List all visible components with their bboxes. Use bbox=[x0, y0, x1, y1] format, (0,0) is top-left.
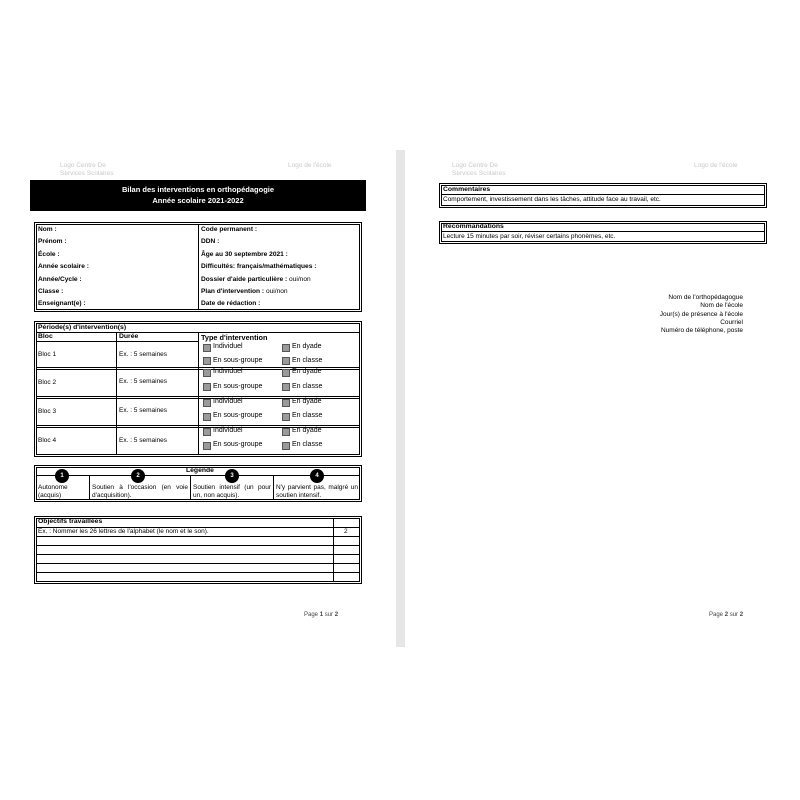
school-logo-placeholder: Logo de l'école bbox=[288, 162, 332, 169]
bloc-4-duree: Ex. : 5 semaines bbox=[119, 437, 168, 444]
legend-vline-1 bbox=[89, 475, 90, 500]
logo-left-line-1: Logo Centre De bbox=[60, 162, 106, 169]
bloc-2-duree: Ex. : 5 semaines bbox=[119, 378, 168, 385]
bloc-2-sous-groupe-label: En sous-groupe bbox=[213, 383, 263, 390]
recommendations-text: Lecture 15 minutes par soir, réviser certains phonèmes, etc. bbox=[443, 233, 616, 240]
bloc-1-classe-checkbox[interactable] bbox=[282, 357, 290, 365]
signature-email: Courriel bbox=[720, 318, 743, 326]
bloc-4-sous-groupe-label: En sous-groupe bbox=[213, 441, 263, 448]
info-ddn: DDN : bbox=[201, 238, 220, 245]
comments-title: Commentaires bbox=[443, 186, 491, 193]
school-service-logo-placeholder bbox=[60, 162, 113, 178]
signature-phone: Numéro de téléphone, poste bbox=[660, 327, 743, 335]
comments-line bbox=[441, 194, 765, 195]
legend-text-2: Soutien à l'occasion (en voie d'acquisition). bbox=[92, 484, 188, 499]
periods-vline-1 bbox=[116, 332, 117, 455]
info-date-redaction: Date de rédaction : bbox=[201, 300, 261, 307]
objectives-line-4 bbox=[36, 554, 360, 555]
info-dossier-aide: Dossier d'aide particulière : oui/non bbox=[201, 276, 311, 283]
signature-days: Jour(s) de présence à l'école bbox=[659, 310, 743, 318]
bloc-4-classe-checkbox[interactable] bbox=[282, 442, 290, 450]
document-title: Bilan des interventions en orthopédagogie bbox=[121, 185, 275, 194]
bloc-3-classe-label: En classe bbox=[292, 412, 323, 419]
school-year-title: Année scolaire 2021-2022 bbox=[152, 196, 244, 205]
bloc-2-label: Bloc 2 bbox=[38, 379, 57, 386]
legend-number-3: 3 bbox=[225, 469, 239, 483]
col-type: Type d'intervention bbox=[201, 333, 268, 342]
info-plan-intervention: Plan d'intervention : oui/non bbox=[201, 288, 288, 295]
bloc-1-individuel-checkbox[interactable] bbox=[203, 344, 211, 352]
objectives-line-5 bbox=[36, 563, 360, 564]
bloc-2-individuel-label: Individuel bbox=[213, 368, 243, 375]
objectives-title: Objectifs travaillées bbox=[38, 518, 103, 525]
document-title-bar bbox=[30, 180, 366, 211]
recommendations-title: Recommandations bbox=[443, 223, 504, 230]
page-2-number: Page 2 sur 2 bbox=[709, 612, 744, 618]
bloc-2-classe-label: En classe bbox=[292, 383, 323, 390]
info-annee-scolaire: Année scolaire : bbox=[38, 263, 89, 270]
bloc-4-dyade-label: En dyade bbox=[292, 427, 322, 434]
bloc-3-individuel-label: Individuel bbox=[213, 398, 243, 405]
legend-number-2: 2 bbox=[131, 469, 145, 483]
bloc-1-sous-groupe-label: En sous-groupe bbox=[213, 357, 263, 364]
legend-number-1: 1 bbox=[55, 469, 69, 483]
page-separator bbox=[396, 150, 405, 647]
bloc-4-dyade-checkbox[interactable] bbox=[282, 428, 290, 436]
info-ecole: École : bbox=[38, 251, 60, 258]
bloc-1-individuel-label: Individuel bbox=[213, 343, 243, 350]
info-difficultes: Difficultés: français/mathématiques : bbox=[201, 263, 317, 270]
legend-vline-3 bbox=[273, 475, 274, 500]
page-2-school-logo-placeholder: Logo de l'école bbox=[694, 162, 738, 169]
bloc-4-individuel-checkbox[interactable] bbox=[203, 428, 211, 436]
bloc-3-classe-checkbox[interactable] bbox=[282, 413, 290, 421]
periods-vline-2 bbox=[198, 332, 199, 455]
objectives-line-2 bbox=[36, 536, 360, 537]
legend-text-4: N'y parvient pas, malgré un soutien intensif. bbox=[276, 484, 358, 499]
comments-text: Comportement, investissement dans les tâches, attitude face au travail, etc. bbox=[443, 196, 661, 203]
recommendations-line bbox=[441, 231, 765, 232]
info-enseignant: Enseignant(e) : bbox=[38, 300, 86, 307]
bloc-2-dyade-label: En dyade bbox=[292, 368, 322, 375]
periods-row-sep-2 bbox=[36, 396, 360, 397]
bloc-4-classe-label: En classe bbox=[292, 441, 323, 448]
bloc-3-sous-groupe-label: En sous-groupe bbox=[213, 412, 263, 419]
periods-title: Période(s) d'intervention(s) bbox=[38, 324, 127, 331]
bloc-1-label: Bloc 1 bbox=[38, 351, 57, 358]
page-1-number: Page 1 sur 2 bbox=[304, 612, 339, 618]
periods-row-sep-3 bbox=[36, 425, 360, 426]
info-nom: Nom : bbox=[38, 226, 57, 233]
bloc-3-dyade-label: En dyade bbox=[292, 398, 322, 405]
bloc-3-duree: Ex. : 5 semaines bbox=[119, 407, 168, 414]
bloc-4-label: Bloc 4 bbox=[38, 437, 57, 444]
info-annee-cycle: Année/Cycle : bbox=[38, 276, 82, 283]
page-2-logo-left-line-1: Logo Centre De bbox=[452, 162, 498, 169]
signature-school: Nom de l'école bbox=[700, 302, 743, 310]
bloc-4-individuel-label: Individuel bbox=[213, 427, 243, 434]
bloc-1-sous-groupe-checkbox[interactable] bbox=[203, 357, 211, 365]
legend-text-3: Soutien intensif (un pour un, non acquis). bbox=[193, 484, 271, 499]
legend-vline-2 bbox=[190, 475, 191, 500]
info-code-permanent: Code permanent : bbox=[201, 226, 258, 233]
col-bloc: Bloc bbox=[38, 333, 53, 340]
legend-title: Légende bbox=[186, 467, 214, 474]
objectives-line-6 bbox=[36, 572, 360, 573]
bloc-1-dyade-label: En dyade bbox=[292, 343, 322, 350]
info-prenom: Prénom : bbox=[38, 238, 67, 245]
bloc-1-dyade-checkbox[interactable] bbox=[282, 344, 290, 352]
logo-left-line-2: Services Scolaires bbox=[60, 170, 114, 177]
info-classe: Classe : bbox=[38, 288, 64, 295]
bloc-2-individuel-checkbox[interactable] bbox=[203, 369, 211, 377]
page-2-logo-left-line-2: Services Scolaires bbox=[452, 170, 506, 177]
bloc-3-label: Bloc 3 bbox=[38, 408, 57, 415]
legend-text-1: Autonome (acquis) bbox=[38, 484, 68, 499]
bloc-2-classe-checkbox[interactable] bbox=[282, 383, 290, 391]
objective-1-text: Ex. : Nommer les 26 lettres de l'alphabet (le nom et le son). bbox=[38, 528, 209, 535]
bloc-1-duree: Ex. : 5 semaines bbox=[119, 351, 168, 358]
bloc-2-dyade-checkbox[interactable] bbox=[282, 369, 290, 377]
objectives-line-3 bbox=[36, 545, 360, 546]
signature-block bbox=[560, 294, 743, 335]
info-age: Âge au 30 septembre 2021 : bbox=[201, 251, 288, 258]
info-divider bbox=[198, 224, 199, 310]
objective-1-value: 2 bbox=[344, 528, 348, 535]
legend-number-4: 4 bbox=[310, 469, 324, 483]
bloc-3-dyade-checkbox[interactable] bbox=[282, 399, 290, 407]
bloc-1-classe-label: En classe bbox=[292, 357, 323, 364]
col-duree: Durée bbox=[119, 333, 139, 340]
bloc-3-individuel-checkbox[interactable] bbox=[203, 399, 211, 407]
page-2-school-service-logo-placeholder bbox=[452, 162, 505, 178]
bloc-3-sous-groupe-checkbox[interactable] bbox=[203, 413, 211, 421]
bloc-4-sous-groupe-checkbox[interactable] bbox=[203, 442, 211, 450]
bloc-2-sous-groupe-checkbox[interactable] bbox=[203, 383, 211, 391]
signature-name: Nom de l'orthopédagogue bbox=[668, 294, 743, 301]
periods-line-2 bbox=[36, 341, 198, 342]
